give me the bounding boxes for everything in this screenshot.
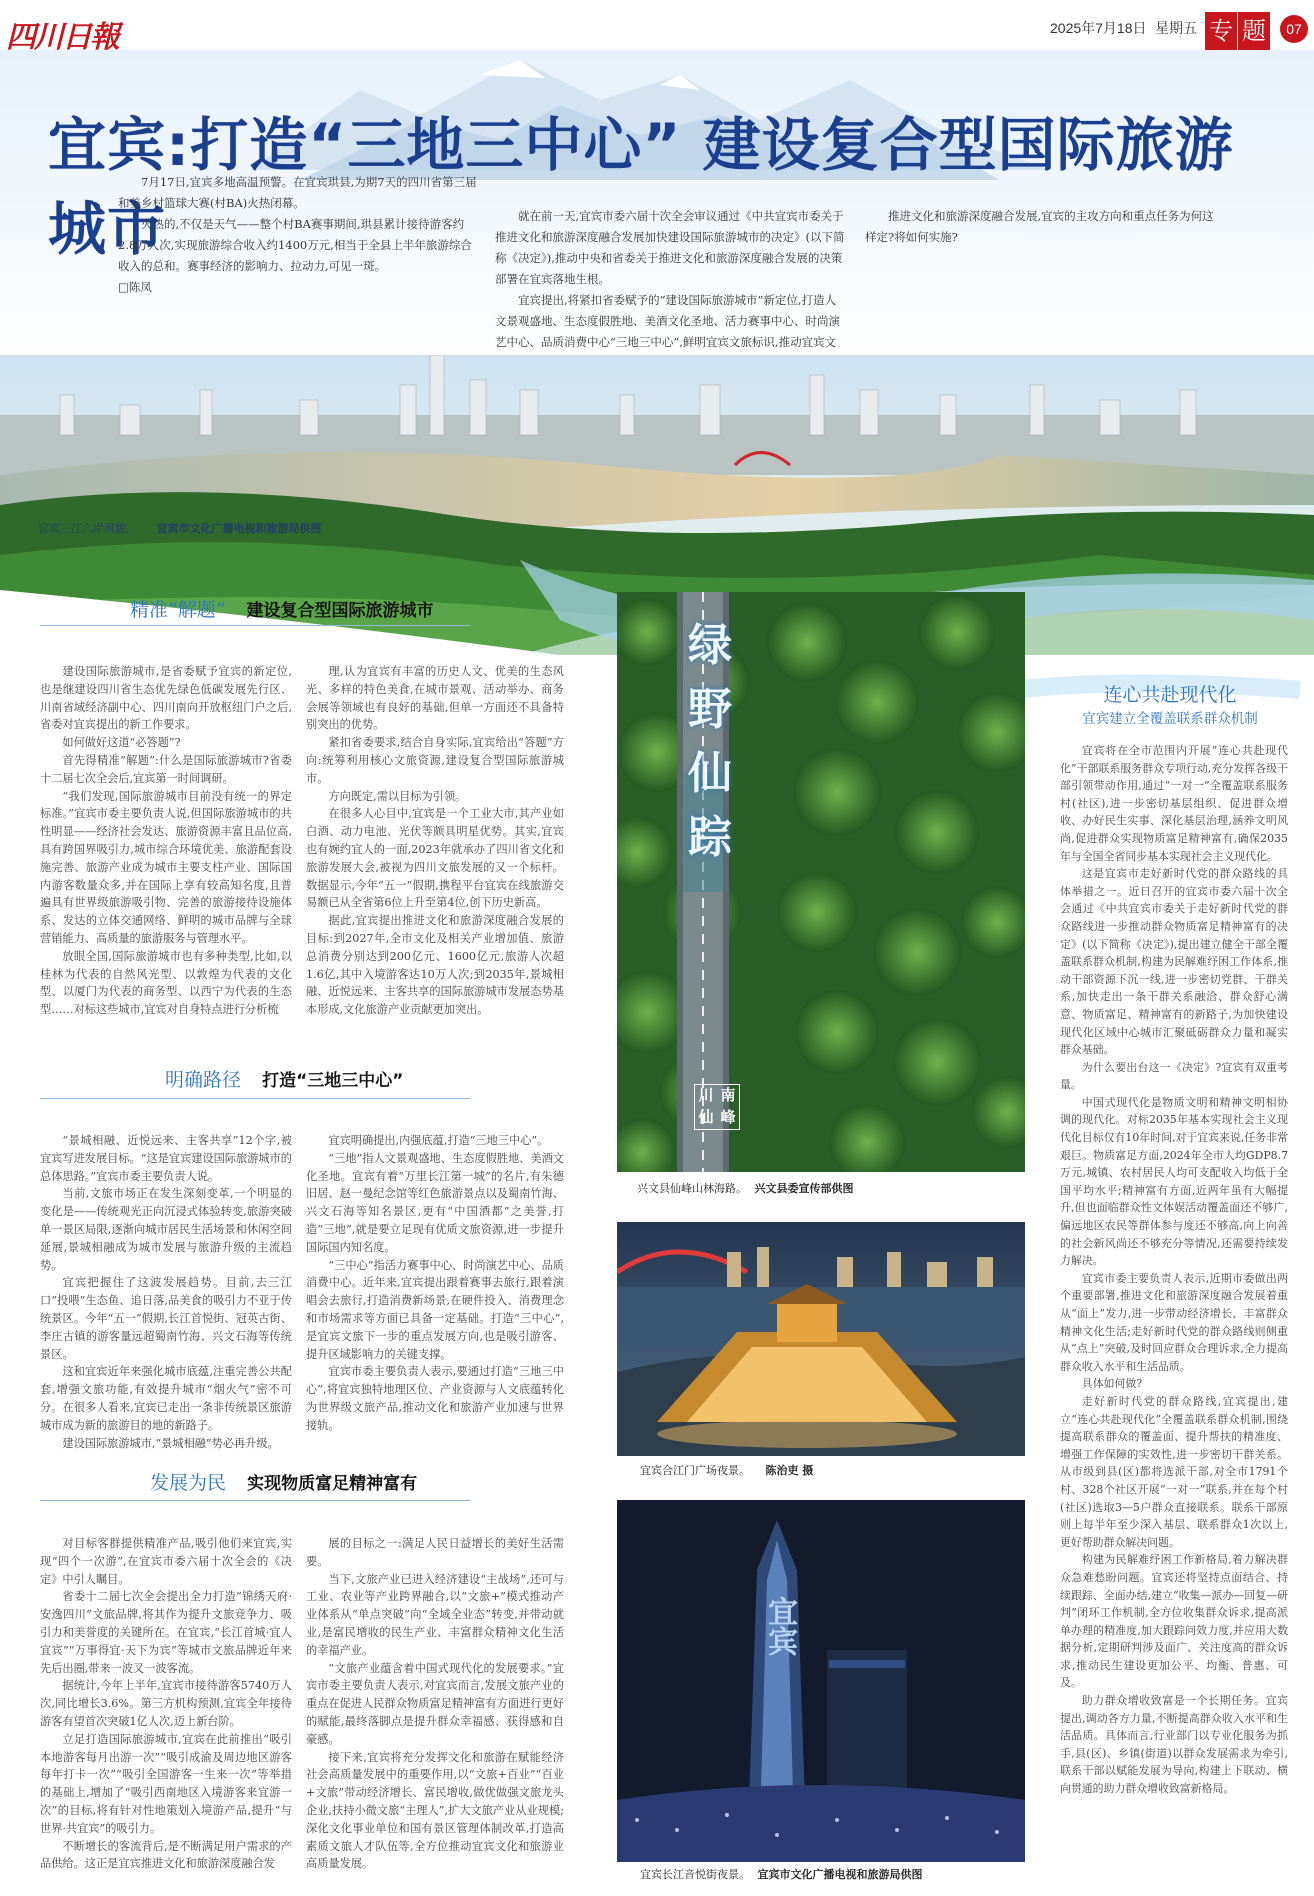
section-divider bbox=[40, 1500, 470, 1501]
paragraph: 构建为民解难纾困工作新格局,着力解决群众急难愁盼问题。宜宾还将坚持点面结合、持续跟踪、全面办结,建立“收集—派办—回复—研判”闭环工作机制,全方位收集群众诉求,提高派单办理的精准度,加大跟踪问效力度,并应用大数据分析,定期研判涉及面广、关注度高的群众诉求,推动民生建设更加公平、均衡、普惠、可及。 bbox=[1060, 1553, 1288, 1690]
night-square-photo bbox=[617, 1222, 1025, 1456]
paragraph: 放眼全国,国际旅游城市也有多种类型,比如,以桂林为代表的自然风光型、以敦煌为代表的文化型、以厦门为代表的商务型、以西宁为代表的生态型……对标这些城市,宜宾对自身特点进行分析梳 bbox=[40, 949, 292, 1017]
caption-text: 宜宾三江六岸风貌。 bbox=[38, 522, 137, 535]
right-section-title: 连心共赴现代化 bbox=[1103, 684, 1237, 706]
caption-text: 宜宾合江门广场夜景。 bbox=[640, 1464, 750, 1477]
caption-credit: 宜宾市文化广播电视和旅游局供图 bbox=[757, 1868, 923, 1881]
paragraph: 展的目标之一:满足人民日益增长的美好生活需要。 bbox=[306, 1537, 564, 1568]
intro-paragraph: 7月17日,宜宾多地高温预警。在宜宾珙县,为期7天的四川省第三届和美乡村篮球大赛(村BA)火热闭幕。 bbox=[118, 175, 477, 210]
paragraph: 据此,宜宾提出推进文化和旅游深度融合发展的目标:到2027年,全市文化及相关产业增加值、旅游总消费分别达到200亿元、1600亿元,旅游人次超1.6亿,其中入境游客达10万人次;到2035年,景城相融、近悦远来、主客共享的国际旅游城市发展态势基本形成,文化旅游产业贡献更加突出。 bbox=[306, 914, 564, 1017]
forest-logo-char: 峰 bbox=[720, 1108, 736, 1126]
forest-logo-char: 川 bbox=[698, 1086, 714, 1104]
paragraph: 如何做好这道“必答题”? bbox=[62, 736, 181, 750]
caption-text: 宜宾长江音悦街夜景。 bbox=[640, 1868, 750, 1881]
concert-caption bbox=[640, 1866, 923, 1882]
caption-text: 兴文县仙峰山林海路。 bbox=[637, 1182, 747, 1195]
section-title-main: 精准“解题” bbox=[130, 599, 226, 621]
paragraph: 当前,文旅市场正在发生深刻变革,一个明显的变化是——传统观光正向沉浸式体验转变,旅游突破单一景区局限,逐渐向城市居民生活场景和休闲空间延展,景城相融成为城市发展与旅游升级的主流趋势。 bbox=[40, 1187, 292, 1272]
article-column bbox=[40, 663, 292, 1019]
paragraph: 理,认为宜宾有丰富的历史人文、优美的生态风光、多样的特色美食,在城市景观、活动举办、商务会展等领域也有良好的基础,但单一方面还不具备特别突出的优势。 bbox=[306, 665, 564, 732]
section-label-char-1: 专 bbox=[1205, 12, 1237, 50]
forest-logo-char: 仙 bbox=[698, 1108, 714, 1126]
forest-logo-badge bbox=[694, 1084, 740, 1130]
panorama-caption bbox=[38, 520, 322, 536]
paragraph: 宜宾市委主要负责人表示,近期市委做出两个重要部署,推进文化和旅游深度融合发展着重从“面上”发力,进一步带动经济增长、丰富群众精神文化生活;走好新时代党的群众路线则侧重从“点上”突破,及时回应群众合理诉求,全力提高群众收入水平和生活品质。 bbox=[1060, 1271, 1288, 1373]
section-title-main: 明确路径 bbox=[165, 1069, 242, 1091]
paragraph: 建设国际旅游城市,是省委赋予宜宾的新定位,也是继建设四川省生态优先绿色低碳发展先行区、川南省域经济副中心、四川南向开放枢纽门户之后,省委对宜宾提出的新工作要求。 bbox=[40, 665, 292, 732]
paragraph: 对目标客群提供精准产品,吸引他们来宜宾,实现“四个一次游”,在宜宾市委六届十次全会的《决定》中引人瞩目。 bbox=[40, 1537, 292, 1586]
tower-concert-scene bbox=[617, 1500, 1025, 1862]
paragraph: “景城相融、近悦远来、主客共享”12个字,被宜宾写进发展目标。“这是宜宾建设国际旅游城市的总体思路。”宜宾市委主要负责人说。 bbox=[40, 1134, 292, 1183]
night-square-scene bbox=[617, 1222, 1025, 1456]
intro-paragraph: 推进文化和旅游深度融合发展,宜宾的主攻方向和重点任务为何这样定?将如何实施? bbox=[865, 209, 1214, 244]
paragraph: 当下,文旅产业已进入经济建设“主战场”,还可与工业、农业等产业跨界融合,以“文旅+”模式推动产业体系从“单点突破”向“全域全业态”转变,并带动就业,是富民增收的民生产业、丰富群众精神文化生活的幸福产业。 bbox=[306, 1572, 564, 1657]
author-byline: □陈凤 bbox=[118, 280, 152, 294]
paragraph: 在很多人心目中,宜宾是一个工业大市,其产业如白酒、动力电池、光伏等颇具明星优势。其实,宜宾也有婉约宜人的一面,2023年就承办了四川省文化和旅游发展大会,被视为四川文旅发展的又一个标杆。数据显示,今年“五一”假期,携程平台宜宾在线旅游交易额已从全省第6位上升至第4位,创下历史新高。 bbox=[306, 807, 564, 910]
intro-column-1 bbox=[118, 172, 478, 298]
intro-column-2 bbox=[495, 206, 845, 374]
caption-credit: 宜宾市文化广播电视和旅游局供图 bbox=[156, 522, 322, 535]
paragraph: 为什么要出台这一《决定》?宜宾有双重考量。 bbox=[1060, 1060, 1288, 1092]
section-divider bbox=[40, 1098, 470, 1099]
paragraph: “三中心”指活力赛事中心、时尚演艺中心、品质消费中心。近年来,宜宾提出跟着赛事去旅行,跟着演唱会去旅行,打造消费新场景,在硬件投入、消费理念和市场需求等方面已具备一定基础。打造“三中心”,是宜宾文旅下一步的重点发展方向,也是吸引游客、提升区域影响力的关键支撑。 bbox=[306, 1258, 564, 1361]
paragraph: 中国式现代化是物质文明和精神文明相协调的现代化。对标2035年基本实现社会主义现代化目标仅有10年时间,对于宜宾来说,任务非常艰巨。物质富足方面,2024年全市人均GDP8.7万元,城镇、农村居民人均可支配收入均低于全国平均水平;精神富有方面,近两年虽有大幅提升,但也面临群众性文体娱活动覆盖面还不够广,偏远地区农民等群体参与度还不够高,向上向善的社会新风尚还不够充分等情况,还需要持续发力解决。 bbox=[1060, 1095, 1288, 1268]
forest-logo-char: 南 bbox=[720, 1086, 736, 1104]
intro-column-3 bbox=[865, 206, 1215, 248]
paragraph: 宜宾将在全市范围内开展“连心共赴现代化”干部联系服务群众专项行动,充分发挥各级干部引领带动作用,通过“一对一”全覆盖联系服务村(社区),进一步密切基层组织、促进群众增收、办好民生实事、深化基层治理,涵养文明风尚,促进群众实现物质富足精神富有,确保2035年与全国全省同步基本实现社会主义现代化。 bbox=[1060, 744, 1288, 863]
forest-title-char: 野 bbox=[688, 684, 732, 735]
forest-caption bbox=[637, 1180, 854, 1196]
forest-title-char: 绿 bbox=[688, 620, 732, 671]
article-column bbox=[40, 1132, 292, 1452]
paragraph: 走好新时代党的群众路线,宜宾提出,建立“连心共赴现代化”全覆盖联系群众机制,围绕提高联系群众的覆盖面、提升帮扶的精准度、增强工作保障的实效性,进一步密切干群关系。从市级到县(区)都将选派干部,对全市1791个村、328个社区开展“一对一”联系,并在每个村(社区)选取3—5户群众直接联系。联系干部原则上每半年至少深入基层、联系群众1次以上,更好帮助群众解决问题。 bbox=[1060, 1394, 1288, 1549]
paragraph: “文旅产业蕴含着中国式现代化的发展要求。”宜宾市委主要负责人表示,对宜宾而言,发展文旅产业的重点在促进人民群众物质富足精神富有方面进行更好的赋能,最终落脚点是提升群众幸福感、获得感和自豪感。 bbox=[306, 1661, 564, 1746]
section-title-sub: 打造“三地三中心” bbox=[262, 1071, 404, 1091]
newspaper-masthead: 四川日報 bbox=[6, 20, 118, 55]
section-1-heading bbox=[130, 595, 434, 622]
paragraph: “我们发现,国际旅游城市目前没有统一的界定标准。”宜宾市委主要负责人说,但国际旅游城市的共性明显——经济社会发达、旅游资源丰富且品位高,具有跨国界吸引力,城市综合环境优美、旅游配套设施完善、旅游产业成为城市主要支柱产业、国际国内游客数量众多,并在国际上享有较高知名度,且普遍具有世界级旅游吸引物、完善的旅游接待设施体系、发达的立体交通网络、鲜明的城市品牌与全球营销能力、高质量的旅游服务与管理水平。 bbox=[40, 789, 292, 945]
paragraph: 这是宜宾市走好新时代党的群众路线的具体举措之一。近日召开的宜宾市委六届十次全会通过《中共宜宾市委关于走好新时代党的群众路线进一步推动群众物质富足精神富有的决定》(以下简称《决定》),提出建立健全干部全覆盖联系群众机制,构建为民解难纾困工作体系,推动干部资源下沉一线,进一步密切党群、干群关系,加快走出一条干群关系融洽、群众舒心满意、物质富足、精神富有的新路子,为加快建设现代化区域中心城市汇聚砥砺群众力量和凝实群众基础。 bbox=[1060, 867, 1288, 1057]
issue-date: 2025年7月18日 bbox=[1050, 20, 1147, 36]
paragraph: 宜宾明确提出,内强底蕴,打造“三地三中心”。 bbox=[328, 1134, 549, 1147]
paragraph: 紧扣省委要求,结合自身实际,宜宾给出“答题”方向:统筹利用核心文旅资源,建设复合型国际旅游城市。 bbox=[306, 736, 564, 785]
paragraph: 接下来,宜宾将充分发挥文化和旅游在赋能经济社会高质量发展中的重要作用,以“文旅+百业”“百业+文旅”带动经济增长、富民增收,做优做强文旅龙头企业,扶持小微文旅“主理人”,扩大文旅产业从业规模;深化文化事业单位和国有景区管理体制改革,打造高素质文旅人才队伍等,全方位推动宜宾文化和旅游业高质量发展。 bbox=[306, 1750, 564, 1871]
intro-paragraph: 宜宾提出,将紧扣省委赋予的“建设国际旅游城市”新定位,打造人文景观盛地、生态度假胜地、美酒文化圣地、活力赛事中心、时尚演艺中心、品质消费中心“三地三中心”,鲜明宜宾文旅标识,推动宜宾文 bbox=[495, 293, 840, 349]
paragraph: 据统计,今年上半年,宜宾市接待游客5740万人次,同比增长3.6%。第三方机构预测,宜宾全年接待游客有望首次突破1亿人次,迈上新台阶。 bbox=[40, 1679, 292, 1728]
forest-canopy bbox=[617, 592, 1025, 1172]
article-column bbox=[306, 1535, 564, 1873]
section-title-sub: 实现物质富足精神富有 bbox=[247, 1474, 418, 1494]
issue-weekday: 星期五 bbox=[1155, 20, 1197, 36]
paragraph: “三地”指人文景观盛地、生态度假胜地、美酒文化圣地。宜宾有着“万里长江第一城”的名片,有朱德旧居、赵一曼纪念馆等红色旅游景点以及蜀南竹海、兴文石海等知名景区,更有“中国酒都”之美誉,打造“三地”,就是要立足现有优质文旅资源,进一步提升国际国内知名度。 bbox=[306, 1151, 564, 1254]
section-divider bbox=[40, 625, 470, 626]
paragraph: 宜宾市委主要负责人表示,要通过打造“三地三中心”,将宜宾独特地理区位、产业资源与人文底蕴转化为世界级文旅产品,推动文化和旅游产业加速与世界接轨。 bbox=[306, 1365, 564, 1432]
right-article-column bbox=[1060, 742, 1288, 1798]
paragraph: 首先得精准“解题”:什么是国际旅游城市?省委十二届七次全会后,宜宾第一时间调研。 bbox=[40, 753, 292, 785]
section-title-main: 发展为民 bbox=[150, 1472, 227, 1494]
forest-road-photo bbox=[617, 592, 1025, 1172]
forest-title-char: 踪 bbox=[688, 812, 732, 863]
section-3-heading bbox=[150, 1468, 417, 1495]
article-column bbox=[306, 1132, 564, 1435]
tower-concert-photo bbox=[617, 1500, 1025, 1862]
intro-paragraph: 火热的,不仅是天气——整个村BA赛事期间,珙县累计接待游客约2.8万人次,实现旅游综合收入约1400万元,相当于全县上半年旅游综合收入的总和。赛事经济的影响力、拉动力,可见一斑。 bbox=[118, 217, 472, 273]
intro-paragraph: 就在前一天,宜宾市委六届十次全会审议通过《中共宜宾市委关于推进文化和旅游深度融合发展加快建设国际旅游城市的决定》(以下简称《决定》),推动中央和省委关于推进文化和旅游深度融合发展的决策部署在宜宾落地生根。 bbox=[495, 209, 845, 286]
section-label-char-2: 题 bbox=[1238, 12, 1270, 50]
article-column bbox=[40, 1535, 292, 1873]
caption-credit: 陈治吏 摄 bbox=[765, 1464, 814, 1477]
paragraph: 具体如何做? bbox=[1081, 1377, 1143, 1391]
caption-credit: 兴文县委宣传部供图 bbox=[754, 1182, 854, 1195]
paragraph: 不断增长的客流背后,是不断满足用户需求的产品供给。这正是宜宾推进文化和旅游深度融合发 bbox=[40, 1839, 292, 1871]
paragraph: 立足打造国际旅游城市,宜宾在此前推出“吸引本地游客每月出游一次”“吸引成渝及周边地区游客每年打卡一次”“吸引全国游客一生来一次”等举措的基础上,增加了“吸引西南地区入境游客来宜游一次”的目标,将有针对性地策划入境游产品,提升“与世界·共宜宾”的吸引力。 bbox=[40, 1732, 292, 1835]
tower-lettering: 宜宾 bbox=[762, 1596, 797, 1656]
forest-title-char: 仙 bbox=[688, 748, 732, 799]
main-headline: 宜宾:打造“三地三中心” 建设复合型国际旅游城市 bbox=[48, 111, 1234, 263]
paragraph: 方向既定,需以目标为引领。 bbox=[328, 789, 467, 803]
night-square-caption bbox=[640, 1462, 813, 1478]
right-section-subtitle: 宜宾建立全覆盖联系群众机制 bbox=[1082, 711, 1258, 727]
paragraph: 省委十二届七次全会提出全力打造“锦绣天府·安逸四川”文旅品牌,将其作为提升文旅竞争力、吸引力和美誉度的关键所在。在宜宾,“长江首城·宜人宜宾”“万事得宜·天下为宾”等城市文旅品牌近年来先后出圈,带来一波又一波客流。 bbox=[40, 1590, 292, 1675]
paragraph: 建设国际旅游城市,“景城相融”势必再升级。 bbox=[62, 1436, 279, 1450]
article-column bbox=[306, 663, 564, 1019]
paragraph: 助力群众增收致富是一个长期任务。宜宾提出,调动各方力量,不断提高群众收入水平和生活品质。具体而言,行业部门以专业化服务为抓手,县(区)、乡镇(街道)以群众发展需求为牵引,联系干部以赋能发展为导向,构建上下联动、横向贯通的助力群众增收致富新格局。 bbox=[1060, 1694, 1288, 1796]
page-number-badge: 07 bbox=[1280, 15, 1308, 43]
paragraph: 这和宜宾近年来强化城市底蕴,注重完善公共配套,增强文旅功能,有效提升城市“烟火气”密不可分。在很多人看来,宜宾已走出一条非传统景区旅游城市成为新的旅游目的地的新路子。 bbox=[40, 1365, 292, 1432]
section-title-sub: 建设复合型国际旅游城市 bbox=[246, 601, 434, 621]
section-2-heading bbox=[165, 1065, 403, 1092]
paragraph: 宜宾把握住了这波发展趋势。目前,去三江口“投喂”生态鱼、追日落,品美食的吸引力不亚于传统景区。今年“五一”假期,长江首悦街、冠英古街、李庄古镇的游客量远超蜀南竹海、兴文石海等传统景区。 bbox=[40, 1276, 292, 1361]
